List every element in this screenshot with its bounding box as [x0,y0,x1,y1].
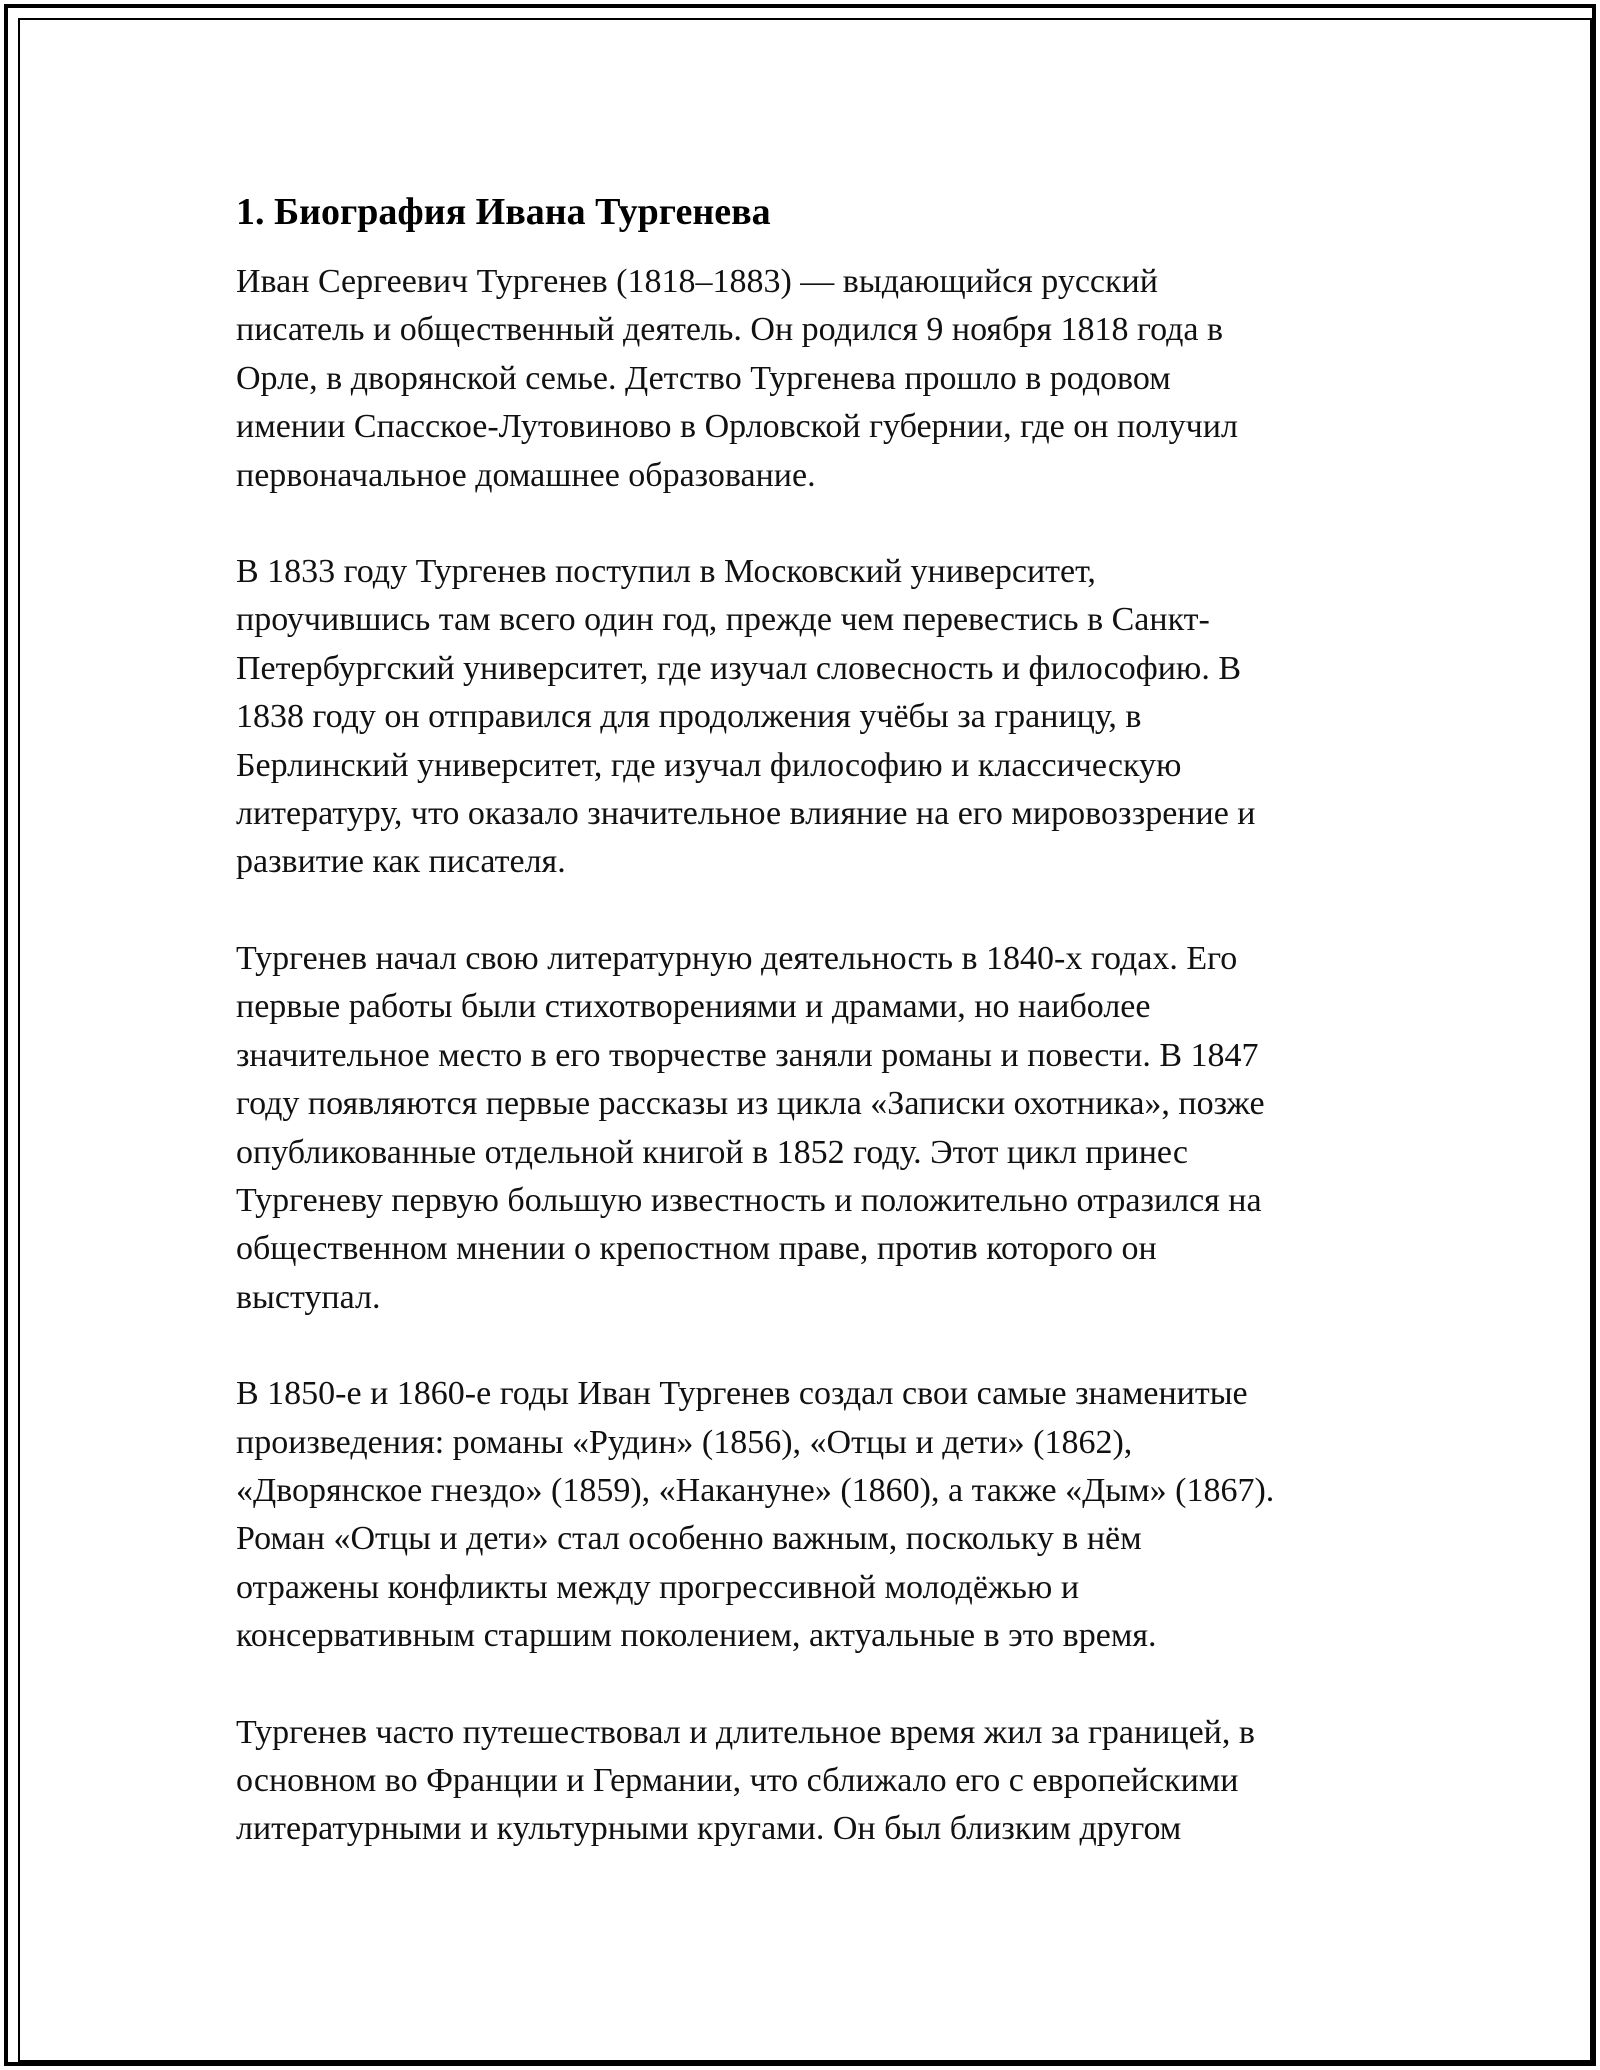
paragraph-travels: Тургенев часто путешествовал и длительное время жил за границей, в основном во Франции и Германии, что сближало его с европейскими литературными и культурными кругами. Он был близким другом [236,1713,1255,1848]
paragraph-literary-start: Тургенев начал свою литературную деятельность в 1840-х годах. Его первые работы были стихотворениями и драмами, но наиболее значительное место в его творчестве заняли романы и повести. В 1847 году появляются первые рассказы из цикла «Записки охотника», позже опубликованные отдельной книгой в 1852 году. Этот цикл принес Тургеневу первую большую известность и положительно отразился на общественном мнении о крепостном праве, против которого он выступал. [236,939,1265,1316]
paragraph-early-life: Иван Сергеевич Тургенев (1818–1883) — выдающийся русский писатель и общественный деятель. Он родился 9 ноября 1818 года в Орле, в дворянской семье. Детство Тургенева прошло в родовом имении Спасское-Лутовиново в Орловской губернии, где он получил первоначальное домашнее образование. [236,263,1238,494]
paragraph-major-works: В 1850-е и 1860-е годы Иван Тургенев создал свои самые знаменитые произведения: романы «Рудин» (1856), «Отцы и дети» (1862), «Дворянское гнездо» (1859), «Накануне» (1860), а также «Дым» (1867). Роман «Отцы и дети» стал особенно важным, поскольку в нём отражены конфликты между прогрессивной молодёжью и консервативным старшим поколением, актуальные в это время. [236,1375,1275,1655]
paragraph-education: В 1833 году Тургенев поступил в Московский университет, проучившись там всего один год, прежде чем перевестись в Санкт- Петербургский университет, где изучал словесность и философию. В 1838 году он отправился для продолжения учёбы за границу, в Берлинский университет, где изучал философию и классическую литературу, что оказало значительное влияние на его мировоззрение и развитие как писателя. [236,553,1256,881]
document-body [236,188,1371,1902]
section-heading: 1. Биография Ивана Тургенева [236,191,771,233]
